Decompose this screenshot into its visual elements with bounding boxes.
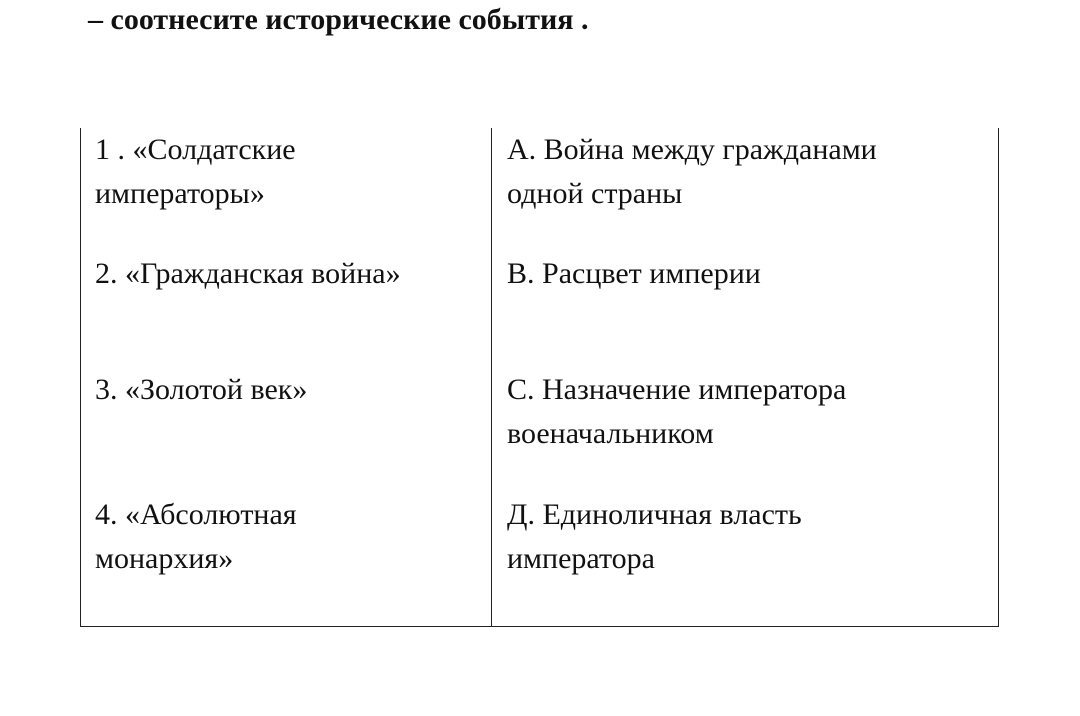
definition-cell-c [491,368,999,493]
definition-text: одной страны [507,177,683,210]
term-text: 4. «Абсолютная [95,498,297,531]
definition-text: Д. Единоличная власть [507,498,802,531]
definition-text: А. Война между гражданами [507,133,877,166]
table-row [80,368,999,493]
definition-text: императора [507,542,655,575]
definition-text: С. Назначение императора [507,373,847,406]
term-cell-1 [80,128,491,252]
definition-text: военачальником [507,417,714,450]
table-row [80,493,999,627]
table-row [80,128,999,252]
term-text: 1 . «Солдатские [95,133,296,166]
term-cell-2 [80,252,491,368]
term-text: императоры» [95,177,265,210]
table-row [80,252,999,368]
term-cell-3 [80,368,491,493]
term-text: 3. «Золотой век» [95,373,308,406]
definition-cell-b [491,252,999,368]
term-cell-4 [80,493,491,627]
term-text: монархия» [95,542,234,575]
definition-cell-d [491,493,999,627]
matching-table [80,128,999,627]
task-heading: – соотнесите исторические события . [88,3,589,36]
term-text: 2. «Гражданская война» [95,257,401,290]
definition-cell-a [491,128,999,252]
definition-text: В. Расцвет империи [507,257,761,290]
